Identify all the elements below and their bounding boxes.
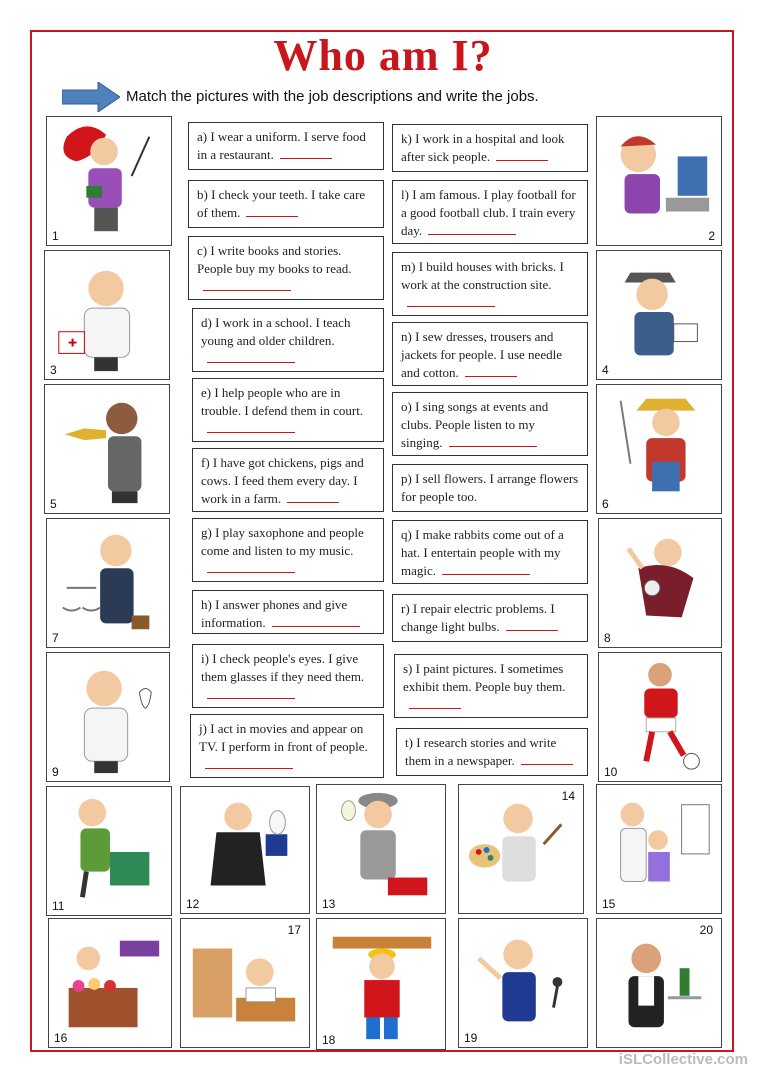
description-q <box>392 520 588 584</box>
answer-blank[interactable] <box>205 758 293 769</box>
instruction-text: Match the pictures with the job descriptions and write the jobs. <box>126 88 539 105</box>
description-t <box>396 728 588 776</box>
picture-10 <box>598 652 722 782</box>
picture-number: 19 <box>464 1031 478 1045</box>
description-text: q) I make rabbits come out of a hat. I entertain people with my magic. <box>401 527 564 578</box>
description-text: s) I paint pictures. I sometimes exhibit them. People buy them. <box>403 661 566 694</box>
picture-number: 2 <box>708 229 715 243</box>
actor-icon <box>599 519 721 647</box>
description-text: k) I work in a hospital and look after sick people. <box>401 131 565 164</box>
description-text: m) I build houses with bricks. I work at the construction site. <box>401 259 564 292</box>
description-text: c) I write books and stories. People buy my books to read. <box>197 243 352 276</box>
picture-4 <box>596 250 722 380</box>
answer-blank[interactable] <box>287 492 339 503</box>
picture-number: 10 <box>604 765 618 779</box>
picture-5 <box>44 384 170 514</box>
picture-number: 11 <box>52 899 65 913</box>
picture-16 <box>48 918 172 1048</box>
picture-number: 9 <box>52 765 59 779</box>
picture-9 <box>46 652 170 782</box>
answer-blank[interactable] <box>521 754 573 765</box>
trumpet-player-icon <box>45 385 169 513</box>
description-g <box>192 518 384 582</box>
farmer-icon <box>597 385 721 513</box>
picture-number: 12 <box>186 897 200 911</box>
footballer-icon <box>599 653 721 781</box>
description-f <box>192 448 384 512</box>
picture-number: 13 <box>322 897 336 911</box>
answer-blank[interactable] <box>496 150 548 161</box>
writer-icon <box>597 251 721 379</box>
office-worker-icon <box>597 117 721 245</box>
picture-11 <box>46 786 172 916</box>
description-text: g) I play saxophone and people come and listen to my music. <box>201 525 364 558</box>
optician-icon <box>597 785 721 913</box>
description-text: j) I act in movies and appear on TV. I perform in front of people. <box>199 721 368 754</box>
picture-20 <box>596 918 722 1048</box>
picture-number: 6 <box>602 497 609 511</box>
page-title: Who am I? <box>273 31 493 80</box>
description-a <box>188 122 384 170</box>
answer-blank[interactable] <box>207 352 295 363</box>
description-h <box>192 590 384 634</box>
description-text: i) I check people's eyes. I give them glasses if they need them. <box>201 651 365 684</box>
answer-blank[interactable] <box>407 296 495 307</box>
dentist-icon <box>47 653 169 781</box>
picture-number: 16 <box>54 1031 68 1045</box>
picture-number: 4 <box>602 363 609 377</box>
description-text: b) I check your teeth. I take care of them. <box>197 187 366 220</box>
picture-12 <box>180 786 310 914</box>
picture-1 <box>46 116 172 246</box>
answer-blank[interactable] <box>465 366 517 377</box>
answer-blank[interactable] <box>409 698 461 709</box>
answer-blank[interactable] <box>207 562 295 573</box>
picture-number: 7 <box>52 631 59 645</box>
waiter-icon <box>597 919 721 1047</box>
description-text: f) I have got chickens, pigs and cows. I feed them every day. I work in a farm. <box>201 455 364 506</box>
electrician-icon <box>317 785 445 913</box>
picture-17 <box>180 918 310 1048</box>
description-o <box>392 392 588 456</box>
arrow-right-icon <box>62 82 120 112</box>
reporter-icon <box>181 919 309 1047</box>
answer-blank[interactable] <box>272 616 360 627</box>
description-b <box>188 180 384 228</box>
picture-6 <box>596 384 722 514</box>
picture-number: 18 <box>322 1033 336 1047</box>
florist-icon <box>49 919 171 1047</box>
tailor-icon <box>47 787 171 915</box>
answer-blank[interactable] <box>207 422 295 433</box>
picture-18 <box>316 918 446 1050</box>
picture-number: 15 <box>602 897 616 911</box>
description-e <box>192 378 384 442</box>
picture-2 <box>596 116 722 246</box>
description-text: d) I work in a school. I teach young and older children. <box>201 315 351 348</box>
builder-icon <box>317 919 445 1049</box>
description-k <box>392 124 588 172</box>
description-text: o) I sing songs at events and clubs. People listen to my singing. <box>401 399 549 450</box>
picture-3 <box>44 250 170 380</box>
answer-blank[interactable] <box>428 224 516 235</box>
answer-blank[interactable] <box>203 280 291 291</box>
description-text: p) I sell flowers. I arrange flowers for people too. <box>401 471 579 504</box>
description-text: h) I answer phones and give information. <box>201 597 348 630</box>
answer-blank[interactable] <box>207 688 295 699</box>
picture-number: 20 <box>699 923 713 937</box>
picture-14 <box>458 784 584 914</box>
description-text: t) I research stories and write them in a newspaper. <box>405 735 557 768</box>
picture-number: 8 <box>604 631 611 645</box>
description-text: a) I wear a uniform. I serve food in a restaurant. <box>197 129 366 162</box>
painter-icon <box>459 785 583 913</box>
answer-blank[interactable] <box>280 148 332 159</box>
picture-number: 14 <box>561 789 575 803</box>
description-text: l) I am famous. I play football for a good football club. I train every day. <box>401 187 576 238</box>
watermark: iSLCollective.com <box>618 1051 748 1068</box>
description-s <box>394 654 588 718</box>
picture-number: 3 <box>50 363 57 377</box>
teacher-icon <box>47 117 171 245</box>
description-c <box>188 236 384 300</box>
description-r <box>392 594 588 642</box>
answer-blank[interactable] <box>506 620 558 631</box>
description-text: e) I help people who are in trouble. I defend them in court. <box>201 385 364 418</box>
description-text: n) I sew dresses, trousers and jackets for people. I use needle and cotton. <box>401 329 562 380</box>
doctor-icon <box>45 251 169 379</box>
description-p <box>392 464 588 512</box>
description-n <box>392 322 588 386</box>
description-i <box>192 644 384 708</box>
description-d <box>192 308 384 372</box>
picture-number: 1 <box>52 229 59 243</box>
lawyer-icon <box>47 519 169 647</box>
answer-blank[interactable] <box>449 436 537 447</box>
picture-8 <box>598 518 722 648</box>
description-j <box>190 714 384 778</box>
picture-number: 5 <box>50 497 57 511</box>
picture-7 <box>46 518 170 648</box>
answer-blank[interactable] <box>442 564 530 575</box>
description-m <box>392 252 588 316</box>
description-text: r) I repair electric problems. I change light bulbs. <box>401 601 555 634</box>
description-l <box>392 180 588 244</box>
answer-blank[interactable] <box>246 206 298 217</box>
magician-icon <box>181 787 309 913</box>
picture-15 <box>596 784 722 914</box>
picture-19 <box>458 918 588 1048</box>
picture-number: 17 <box>287 923 301 937</box>
singer-icon <box>459 919 587 1047</box>
picture-13 <box>316 784 446 914</box>
